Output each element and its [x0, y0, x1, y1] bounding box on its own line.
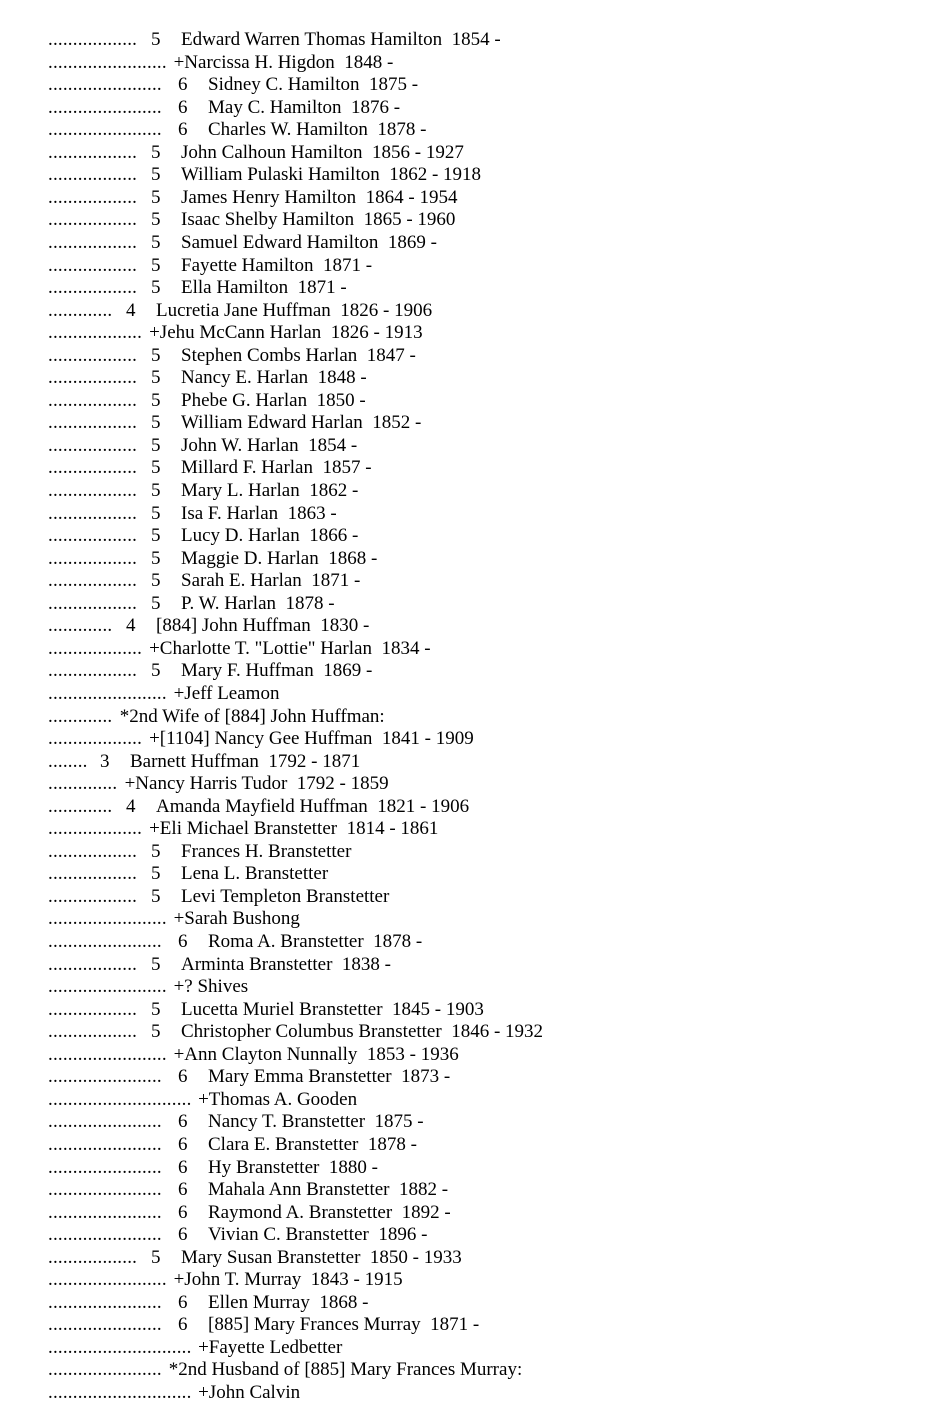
generation-number: 5 — [151, 389, 161, 411]
entry-line — [48, 367, 367, 389]
leader-dots: .................. — [48, 412, 138, 434]
leader-dots: .................. — [48, 998, 138, 1020]
entry-line — [48, 96, 401, 119]
entry-line — [48, 1201, 451, 1224]
person-name: Lucetta Muriel Branstetter 1845 - 1903 — [181, 998, 484, 1020]
person-name: Clara E. Branstetter 1878 - — [208, 1133, 417, 1155]
leader-dots: ................... — [48, 728, 143, 750]
entry-line — [48, 592, 335, 615]
leader-dots: ........ — [48, 750, 88, 772]
leader-dots: .................. — [48, 277, 138, 299]
person-name: John Calhoun Hamilton 1856 - 1927 — [181, 141, 464, 163]
leader-dots: ........................ — [48, 1043, 167, 1065]
leader-dots: .................. — [48, 547, 138, 569]
leader-dots: ........................ — [48, 908, 167, 930]
person-name: P. W. Harlan 1878 - — [181, 592, 335, 614]
leader-dots: .................. — [48, 660, 138, 682]
generation-number: 5 — [151, 525, 161, 547]
spouse-or-note: *2nd Wife of [884] John Huffman: — [119, 705, 385, 727]
person-name: Arminta Branstetter 1838 - — [181, 953, 392, 975]
leader-dots: .................. — [48, 502, 138, 524]
person-name: Vivian C. Branstetter 1896 - — [208, 1224, 428, 1246]
generation-number: 6 — [178, 1066, 188, 1088]
leader-dots: ....................... — [48, 74, 162, 96]
entry-line — [48, 1133, 417, 1156]
entry-line — [48, 119, 427, 141]
entry-line — [48, 1336, 343, 1359]
spouse-or-note: +Jehu McCann Harlan 1826 - 1913 — [149, 322, 423, 344]
leader-dots: .................. — [48, 367, 138, 389]
spouse-or-note: +[1104] Nancy Gee Huffman 1841 - 1909 — [149, 728, 474, 750]
person-name: Christopher Columbus Branstetter 1846 - 1932 — [181, 1021, 544, 1043]
person-name: Mahala Ann Branstetter 1882 - — [208, 1179, 449, 1201]
leader-dots: .................. — [48, 457, 138, 479]
entry-line — [48, 1066, 451, 1088]
entry-line — [48, 547, 378, 570]
leader-dots: .................. — [48, 840, 138, 862]
entry-line — [48, 480, 359, 502]
leader-dots: ................... — [48, 322, 143, 344]
generation-number: 5 — [151, 953, 161, 975]
generation-number: 5 — [151, 412, 161, 434]
person-name: Mary L. Harlan 1862 - — [181, 480, 359, 501]
leader-dots: ....................... — [48, 1111, 162, 1133]
entry-line — [48, 141, 464, 164]
person-name: Ellen Murray 1868 - — [208, 1291, 369, 1313]
entry-line — [48, 457, 372, 479]
person-name: Levi Templeton Branstetter — [181, 885, 390, 907]
leader-dots: ................... — [48, 818, 143, 840]
person-name: Edward Warren Thomas Hamilton 1854 - — [181, 29, 501, 50]
generation-number: 6 — [178, 96, 188, 118]
entry-line — [48, 660, 373, 682]
generation-number: 5 — [151, 1021, 161, 1043]
person-name: Isaac Shelby Hamilton 1865 - 1960 — [181, 209, 456, 231]
generation-number: 6 — [178, 1201, 188, 1223]
person-name: Mary Susan Branstetter 1850 - 1933 — [181, 1246, 462, 1268]
generation-number: 5 — [151, 592, 161, 614]
entry-line — [48, 254, 373, 277]
generation-number: 5 — [151, 457, 161, 479]
entry-line — [48, 231, 437, 254]
spouse-or-note: +Eli Michael Branstetter 1814 - 1861 — [149, 818, 439, 840]
entry-line — [48, 412, 422, 434]
leader-dots: ....................... — [48, 1133, 162, 1155]
generation-number: 6 — [178, 931, 188, 952]
person-name: [884] John Huffman 1830 - — [156, 615, 370, 637]
entry-line — [48, 51, 394, 74]
entry-line — [48, 728, 474, 750]
leader-dots: .................. — [48, 885, 138, 907]
leader-dots: .................. — [48, 389, 138, 411]
person-name: Mary Emma Branstetter 1873 - — [208, 1066, 451, 1088]
entry-line — [48, 1043, 459, 1066]
entry-line — [48, 322, 423, 344]
entry-line — [48, 570, 361, 592]
person-name: Mary F. Huffman 1869 - — [181, 660, 373, 682]
leader-dots: ....................... — [48, 119, 162, 141]
leader-dots: ....................... — [48, 1224, 162, 1246]
leader-dots: ....................... — [48, 1156, 162, 1178]
person-name: [885] Mary Frances Murray 1871 - — [208, 1314, 480, 1336]
entry-line — [48, 1224, 428, 1246]
leader-dots: ............. — [48, 705, 113, 727]
leader-dots: ............................. — [48, 1336, 192, 1358]
person-name: Lucretia Jane Huffman 1826 - 1906 — [156, 299, 433, 321]
spouse-or-note: *2nd Husband of [885] Mary Frances Murray: — [168, 1359, 523, 1381]
leader-dots: ............. — [48, 795, 113, 817]
entry-line — [48, 953, 392, 976]
generation-number: 6 — [178, 74, 188, 96]
spouse-or-note: +Sarah Bushong — [173, 908, 300, 930]
person-name: James Henry Hamilton 1864 - 1954 — [181, 186, 458, 208]
leader-dots: .................. — [48, 434, 138, 456]
entry-line — [48, 74, 419, 96]
generation-number: 5 — [151, 502, 161, 524]
leader-dots: .................. — [48, 1246, 138, 1268]
generation-number: 5 — [151, 480, 161, 501]
person-name: Hy Branstetter 1880 - — [208, 1156, 378, 1178]
leader-dots: .................. — [48, 344, 138, 366]
generation-number: 5 — [151, 367, 161, 389]
entry-line — [48, 1382, 301, 1404]
entry-line — [48, 976, 249, 998]
spouse-or-note: +Ann Clayton Nunnally 1853 - 1936 — [173, 1043, 459, 1065]
leader-dots: .................. — [48, 525, 138, 547]
entry-line — [48, 885, 390, 908]
generation-number: 5 — [151, 141, 161, 163]
person-name: William Edward Harlan 1852 - — [181, 412, 422, 434]
entry-line — [48, 1111, 424, 1133]
leader-dots: ....................... — [48, 1066, 162, 1088]
generation-number: 6 — [178, 1156, 188, 1178]
leader-dots: ............................. — [48, 1088, 192, 1110]
person-name: Millard F. Harlan 1857 - — [181, 457, 372, 479]
entry-line — [48, 682, 280, 705]
entry-line — [48, 1314, 480, 1336]
person-name: Fayette Hamilton 1871 - — [181, 254, 373, 276]
leader-dots: .................. — [48, 254, 138, 276]
generation-number: 6 — [178, 1314, 188, 1336]
spouse-or-note: +Nancy Harris Tudor 1792 - 1859 — [124, 773, 389, 795]
generation-number: 6 — [178, 1111, 188, 1133]
person-name: William Pulaski Hamilton 1862 - 1918 — [181, 164, 482, 186]
entry-line — [48, 344, 416, 367]
entry-line — [48, 277, 347, 299]
entry-line — [48, 637, 431, 660]
generation-number: 5 — [151, 231, 161, 253]
spouse-or-note: +John Calvin — [198, 1382, 301, 1403]
person-name: Samuel Edward Hamilton 1869 - — [181, 231, 437, 253]
generation-number: 5 — [151, 434, 161, 456]
generation-number: 5 — [151, 254, 161, 276]
person-name: Sarah E. Harlan 1871 - — [181, 570, 361, 592]
leader-dots: ....................... — [48, 1359, 162, 1381]
entry-line — [48, 998, 484, 1021]
leader-dots: ....................... — [48, 931, 162, 952]
leader-dots: ............. — [48, 615, 113, 637]
spouse-or-note: +Jeff Leamon — [173, 682, 280, 704]
leader-dots: ........................ — [48, 682, 167, 704]
leader-dots: ........................ — [48, 51, 167, 73]
leader-dots: ................... — [48, 637, 143, 659]
generation-number: 4 — [126, 615, 136, 637]
leader-dots: ........................ — [48, 1269, 167, 1291]
leader-dots: ....................... — [48, 1201, 162, 1223]
entry-line — [48, 525, 359, 547]
leader-dots: .................. — [48, 953, 138, 975]
generation-number: 5 — [151, 277, 161, 299]
leader-dots: ....................... — [48, 1314, 162, 1336]
spouse-or-note: +Thomas A. Gooden — [198, 1088, 358, 1110]
leader-dots: .................. — [48, 480, 138, 501]
generation-number: 5 — [151, 863, 161, 885]
person-name: Stephen Combs Harlan 1847 - — [181, 344, 416, 366]
generation-number: 4 — [126, 795, 136, 817]
generation-number: 6 — [178, 1291, 188, 1313]
generation-number: 5 — [151, 840, 161, 862]
spouse-or-note: +John T. Murray 1843 - 1915 — [173, 1269, 403, 1291]
leader-dots: .................. — [48, 231, 138, 253]
person-name: Lena L. Branstetter — [181, 863, 329, 885]
entry-line — [48, 1291, 369, 1314]
entry-line — [48, 840, 352, 863]
leader-dots: .................. — [48, 209, 138, 231]
entry-line — [48, 1179, 449, 1201]
generation-number: 5 — [151, 660, 161, 682]
entry-line — [48, 1269, 403, 1291]
entry-line — [48, 615, 370, 637]
person-name: Frances H. Branstetter — [181, 840, 352, 862]
spouse-or-note: +? Shives — [173, 976, 249, 998]
person-name: Nancy E. Harlan 1848 - — [181, 367, 367, 389]
entry-line — [48, 863, 329, 885]
generation-number: 5 — [151, 998, 161, 1020]
entry-line — [48, 186, 458, 209]
leader-dots: .................. — [48, 570, 138, 592]
person-name: Barnett Huffman 1792 - 1871 — [130, 750, 361, 772]
entry-line — [48, 209, 456, 231]
entry-line — [48, 502, 337, 525]
entry-line — [48, 434, 358, 457]
generation-number: 5 — [151, 209, 161, 231]
entry-line — [48, 1359, 523, 1381]
generation-number: 4 — [126, 299, 136, 321]
generation-number: 5 — [151, 164, 161, 186]
entry-line — [48, 908, 300, 930]
person-name: Raymond A. Branstetter 1892 - — [208, 1201, 451, 1223]
entry-line — [48, 1156, 378, 1179]
person-name: Maggie D. Harlan 1868 - — [181, 547, 378, 569]
person-name: Nancy T. Branstetter 1875 - — [208, 1111, 424, 1133]
person-name: Lucy D. Harlan 1866 - — [181, 525, 359, 547]
person-name: Isa F. Harlan 1863 - — [181, 502, 337, 524]
generation-number: 5 — [151, 344, 161, 366]
generation-number: 6 — [178, 1133, 188, 1155]
entry-line — [48, 750, 361, 773]
person-name: May C. Hamilton 1876 - — [208, 96, 401, 118]
leader-dots: .................. — [48, 863, 138, 885]
generation-number: 5 — [151, 570, 161, 592]
person-name: Charles W. Hamilton 1878 - — [208, 119, 427, 141]
entry-line — [48, 1021, 544, 1043]
entry-line — [48, 299, 433, 322]
leader-dots: ........................ — [48, 976, 167, 998]
entry-line — [48, 773, 389, 795]
leader-dots: ............................. — [48, 1382, 192, 1403]
entry-line — [48, 1246, 462, 1269]
entry-line — [48, 1088, 358, 1111]
leader-dots: .................. — [48, 164, 138, 186]
leader-dots: ............. — [48, 299, 113, 321]
leader-dots: .................. — [48, 141, 138, 163]
entry-line — [48, 29, 501, 51]
leader-dots: .................. — [48, 186, 138, 208]
generation-number: 6 — [178, 1224, 188, 1246]
entry-line — [48, 818, 439, 840]
entry-line — [48, 164, 482, 186]
generation-number: 5 — [151, 29, 161, 50]
person-name: Roma A. Branstetter 1878 - — [208, 931, 423, 952]
person-name: Amanda Mayfield Huffman 1821 - 1906 — [156, 795, 470, 817]
leader-dots: .................. — [48, 29, 138, 50]
leader-dots: ....................... — [48, 1291, 162, 1313]
spouse-or-note: +Charlotte T. "Lottie" Harlan 1834 - — [149, 637, 431, 659]
spouse-or-note: +Fayette Ledbetter — [198, 1336, 343, 1358]
entry-line — [48, 931, 423, 953]
entry-line — [48, 705, 385, 728]
leader-dots: .................. — [48, 592, 138, 614]
leader-dots: .................. — [48, 1021, 138, 1043]
person-name: John W. Harlan 1854 - — [181, 434, 358, 456]
person-name: Sidney C. Hamilton 1875 - — [208, 74, 419, 96]
generation-number: 3 — [100, 750, 110, 772]
entry-line — [48, 389, 366, 412]
person-name: Ella Hamilton 1871 - — [181, 277, 347, 299]
generation-number: 6 — [178, 119, 188, 141]
generation-number: 5 — [151, 547, 161, 569]
leader-dots: ....................... — [48, 1179, 162, 1201]
leader-dots: .............. — [48, 773, 118, 795]
spouse-or-note: +Narcissa H. Higdon 1848 - — [173, 51, 394, 73]
generation-number: 6 — [178, 1179, 188, 1201]
generation-number: 5 — [151, 1246, 161, 1268]
generation-number: 5 — [151, 186, 161, 208]
entry-line — [48, 795, 470, 818]
leader-dots: ....................... — [48, 96, 162, 118]
person-name: Phebe G. Harlan 1850 - — [181, 389, 366, 411]
generation-number: 5 — [151, 885, 161, 907]
